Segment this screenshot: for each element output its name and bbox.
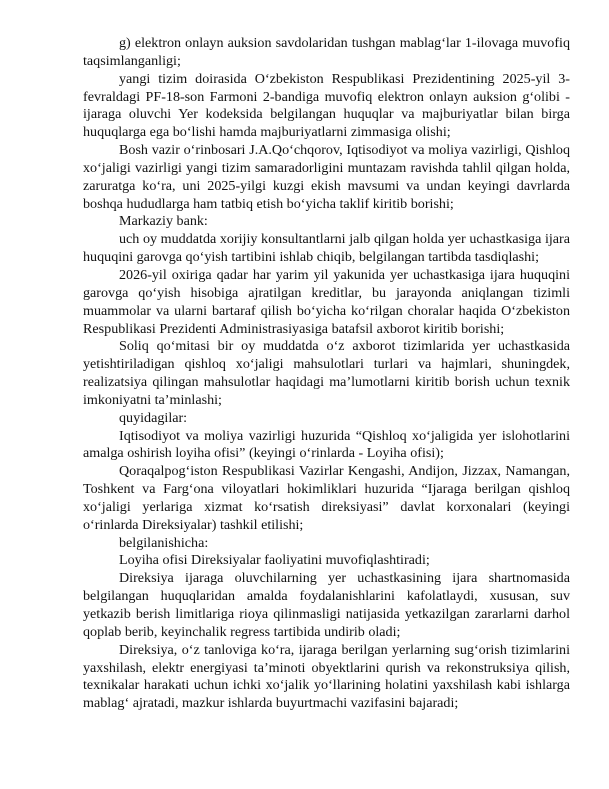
paragraph-project-office: Iqtisodiyot va moliya vazirligi huzurida “Qishloq xo‘jaligida yer islohotlarini amalga oshirish loyiha ofisi” (keyingi o‘rinlarda - Loyiha ofisi); <box>83 427 570 462</box>
paragraph-lease-pledge-procedure: uch oy muddatda xorijiy konsultantlarni jalb qilgan holda yer uchastkasiga ijara huquqini garovga qo‘yish tartibini ishlab chiqib, belgilangan tartibda tasdiqlashi; <box>83 231 570 266</box>
paragraph-semiannual-reporting: 2026-yil oxiriga qadar har yarim yil yakunida yer uchastkasiga ijara huquqini garovga qo‘yish hisobiga ajratilgan kreditlar, bu jarayonda aniqlangan tizimli muammolar va ularni bartaraf qilish bo‘yicha ko‘rilgan choralar haqida O‘zbekiston Respublikasi Prezidenti Administrasiyasiga batafsil axborot kiritib borishi; <box>83 266 570 337</box>
paragraph-tax-committee: Soliq qo‘mitasi bir oy muddatda o‘z axborot tizimlarida yer uchastkasida yetishtiriladigan qishloq xo‘jaligi mahsulotlari turlari va hajmlari, shuningdek, realizatsiya qilingan mahsulotlar haqidagi ma’lumotlarni kiritib borish uchun texnik imkoniyatni ta’minlashi; <box>83 338 570 408</box>
paragraph-following-heading: quyidagilar: <box>119 409 188 426</box>
paragraph-directorate-guarantees: Direksiya ijaraga oluvchilarning yer uchastkasining ijara shartnomasida belgilangan huquqlaridan amalda foydalanishlarini kafolatlaydi, xususan, suv yetkazib berish limitlariga rioya qilinmasligi natijasida yetkazilgan zararlarni darhol qoplab berib, keyinchalik regress tartibida undirib oladi; <box>83 570 570 640</box>
document-page <box>83 35 570 713</box>
paragraph-directorates-established: Qoraqalpog‘iston Respublikasi Vazirlar Kengashi, Andijon, Jizzax, Namangan, Toshkent va Farg‘ona viloyatlari hokimliklari huzurida “Ijaraga berilgan qishloq xo‘jaligi yerlariga xizmat ko‘rsatish direksiyasi” davlat korxonalari (keyingi o‘rinlarda Direksiyalar) tashkil etilishi; <box>83 463 570 533</box>
paragraph-project-office-coordination: Loyiha ofisi Direksiyalar faoliyatini muvofiqlashtiradi; <box>119 552 430 569</box>
paragraph-auction-winner-rights: yangi tizim doirasida O‘zbekiston Respublikasi Prezidentining 2025-yil 3-fevraldagi PF-18-son Farmoni 2-bandiga muvofiq elektron onlayn auksion g‘olibi - ijaraga oluvchi Yer kodeksida belgilangan huquqlar va majburiyatlar bilan birga huquqlarga ega bo‘lishi hamda majburiyatlarni zimmasiga olishi; <box>83 70 570 141</box>
paragraph-directorate-funding: Direksiya, o‘z tanloviga ko‘ra, ijaraga berilgan yerlarning sug‘orish tizimlarini yaxshilash, elektr energiyasi ta’minoti obyektlarini qurish va rekonstruksiya qilish, texnikalar harakati uchun ichki xo‘jalik yo‘llarining holatini yaxshilash kabi ishlarga mablag‘ ajratadi, mazkur ishlarda buyurtmachi vazifasini bajaradi; <box>83 641 570 712</box>
paragraph-auction-funds-distribution: g) elektron onlayn auksion savdolaridan tushgan mablag‘lar 1-ilovaga muvofiq taqsimlanganligi; <box>83 35 570 69</box>
paragraph-central-bank-heading: Markaziy bank: <box>119 213 208 230</box>
paragraph-deputy-pm-proposals: Bosh vazir o‘rinbosari J.A.Qo‘chqorov, Iqtisodiyot va moliya vazirligi, Qishloq xo‘jaligi vazirligi yangi tizim samaradorligini muntazam ravishda tahlil qilgan holda, zaruratga ko‘ra, uni 2025-yilgi kuzgi ekish mavsumi va undan keyingi davrlarda boshqa hududlarga ham tatbiq etish bo‘yicha taklif kiritib borishi; <box>83 142 570 212</box>
paragraph-established-heading: belgilanishicha: <box>119 534 209 551</box>
